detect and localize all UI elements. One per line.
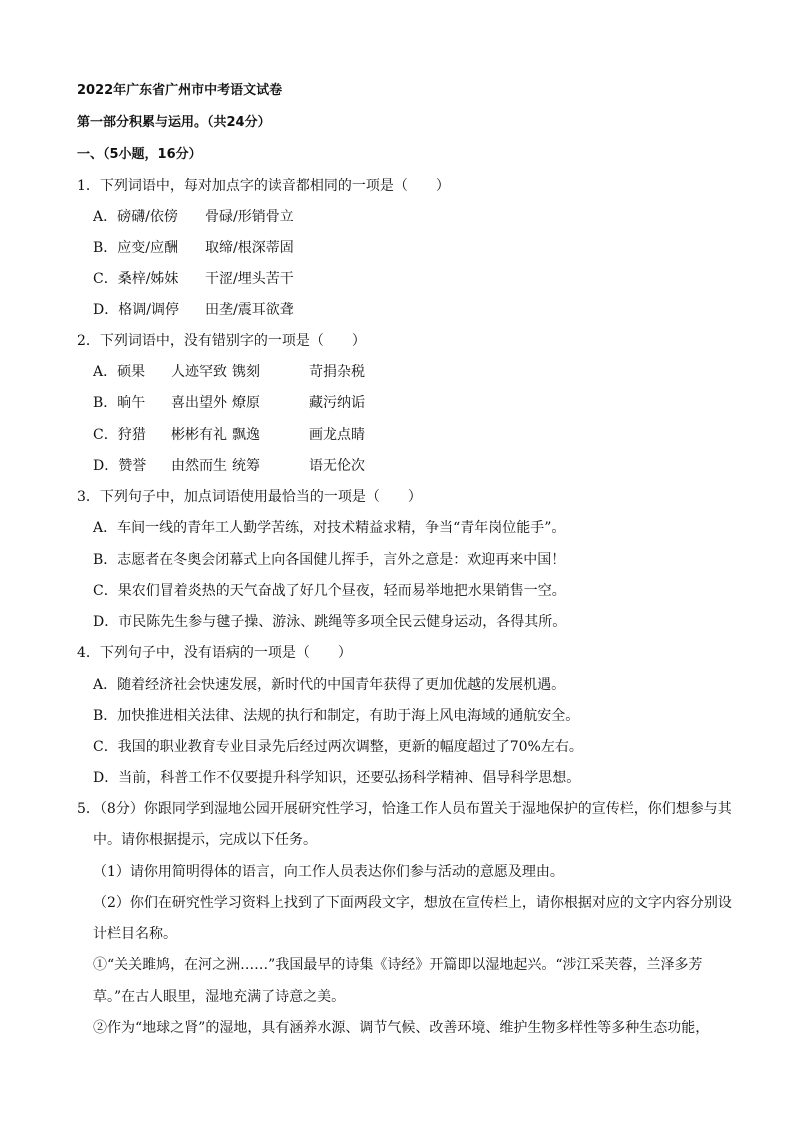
q5-para2-line1: ②作为“地球之肾”的湿地，具有涵养水源、调节气候、改善环境、维护生物多样性等多种生态功能， xyxy=(93,1020,710,1036)
q1-option-c-text: 干涩/埋头苦干 xyxy=(205,271,294,287)
q5-sub2-line2: 计栏目名称。 xyxy=(93,926,177,942)
q1-option-d[interactable] xyxy=(93,300,693,320)
q5-sub1: （1）请你用简明得体的语言，向工作人员表达你们参与活动的意愿及理由。 xyxy=(93,864,564,880)
q2-option-d-label: D．赞誉 xyxy=(93,458,147,474)
q5-stem-line1: 5．（8分）你跟同学到湿地公园开展研究性学习，恰逢工作人员布置关于湿地保护的宣传栏，你们想参与其 xyxy=(77,801,732,817)
exam-title: 2022年广东省广州市中考语文试卷 xyxy=(77,83,283,98)
q2-option-c[interactable] xyxy=(93,425,693,445)
q3-option-a[interactable]: A．车间一线的青年工人勤学苦练，对技术精益求精，争当“青年岗位能手”。 xyxy=(93,520,566,536)
q2-option-d-word1: 由然而生 xyxy=(171,458,227,474)
q2-option-a-label: A．硕果 xyxy=(93,364,146,380)
q3-option-d[interactable]: D．市民陈先生参与毽子操、游泳、跳绳等多项全民云健身运动，各得其所。 xyxy=(93,614,567,630)
q2-option-c-word1: 彬彬有礼 xyxy=(171,427,227,443)
q4-stem: 4．下列句子中，没有语病的一项是（ ） xyxy=(77,645,352,661)
q4-option-a[interactable]: A．随着经济社会快速发展，新时代的中国青年获得了更加优越的发展机遇。 xyxy=(93,677,566,693)
q3-stem: 3．下列句子中，加点词语使用最恰当的一项是（ ） xyxy=(77,489,422,505)
q4-option-d[interactable]: D．当前，科普工作不仅要提升科学知识，还要弘扬科学精神、倡导科学思想。 xyxy=(93,770,581,786)
q3-option-c[interactable]: C．果农们冒着炎热的天气奋战了好几个昼夜，轻而易举地把水果销售一空。 xyxy=(93,583,566,599)
q1-stem: 1．下列词语中，每对加点字的读音都相同的一项是（ ） xyxy=(77,178,450,194)
q2-option-c-label: C．狩猎 xyxy=(93,427,146,443)
q1-option-b-label: B．应变/应酬 xyxy=(93,240,179,256)
q1-option-a-label: A．磅礴/依傍 xyxy=(93,209,178,225)
q2-option-d-word2: 统筹 xyxy=(232,458,260,474)
q2-option-c-word3: 画龙点睛 xyxy=(309,427,365,443)
q1-option-a-text: 骨碌/形销骨立 xyxy=(205,209,294,225)
q1-option-d-text: 田垄/震耳欲聋 xyxy=(205,302,294,318)
q2-option-a-word3: 苛捐杂税 xyxy=(309,364,365,380)
q5-para1-line1: ①“关关雎鸠，在河之洲……”我国最早的诗集《诗经》开篇即以湿地起兴。“涉江采芙蓉，兰泽多芳 xyxy=(93,957,703,973)
q2-option-a[interactable] xyxy=(93,362,693,382)
q2-option-a-word1: 人迹罕致 xyxy=(171,364,227,380)
q3-option-b[interactable]: B．志愿者在冬奥会闭幕式上向各国健儿挥手，言外之意是：欢迎再来中国！ xyxy=(93,552,566,568)
q1-option-d-label: D．格调/调停 xyxy=(93,302,179,318)
q2-option-a-word2: 镌刻 xyxy=(232,364,260,380)
q2-option-b[interactable] xyxy=(93,393,693,413)
q1-option-b-text: 取缔/根深蒂固 xyxy=(205,240,294,256)
q2-option-b-word3: 藏污纳诟 xyxy=(309,395,365,411)
q4-option-b[interactable]: B．加快推进相关法律、法规的执行和制定，有助于海上风电海域的通航安全。 xyxy=(93,708,580,724)
part1-header: 第一部分积累与运用。（共24分） xyxy=(77,115,271,130)
q2-stem: 2．下列词语中，没有错别字的一项是（ ） xyxy=(77,333,366,349)
q5-stem-line2: 中。请你根据提示，完成以下任务。 xyxy=(93,832,317,848)
section1-header: 一、（5小题，16分） xyxy=(77,147,202,162)
q1-option-a[interactable] xyxy=(93,207,693,227)
q5-para1-line2: 草。”在古人眼里，湿地充满了诗意之美。 xyxy=(93,989,346,1005)
q2-option-b-label: B．晌午 xyxy=(93,395,146,411)
q1-option-c[interactable] xyxy=(93,269,693,289)
q2-option-d[interactable] xyxy=(93,456,693,476)
q5-sub2-line1: （2）你们在研究性学习资料上找到了下面两段文字，想放在宣传栏上，请你根据对应的文字内容分别设 xyxy=(93,895,732,911)
q1-option-b[interactable] xyxy=(93,238,693,258)
q2-option-c-word2: 飘逸 xyxy=(232,427,260,443)
q2-option-b-word2: 燎原 xyxy=(232,395,260,411)
q2-option-b-word1: 喜出望外 xyxy=(171,395,227,411)
q2-option-d-word3: 语无伦次 xyxy=(309,458,365,474)
q1-option-c-label: C．桑梓/姊妹 xyxy=(93,271,179,287)
q4-option-c[interactable]: C．我国的职业教育专业目录先后经过两次调整，更新的幅度超过了70%左右。 xyxy=(93,739,583,755)
